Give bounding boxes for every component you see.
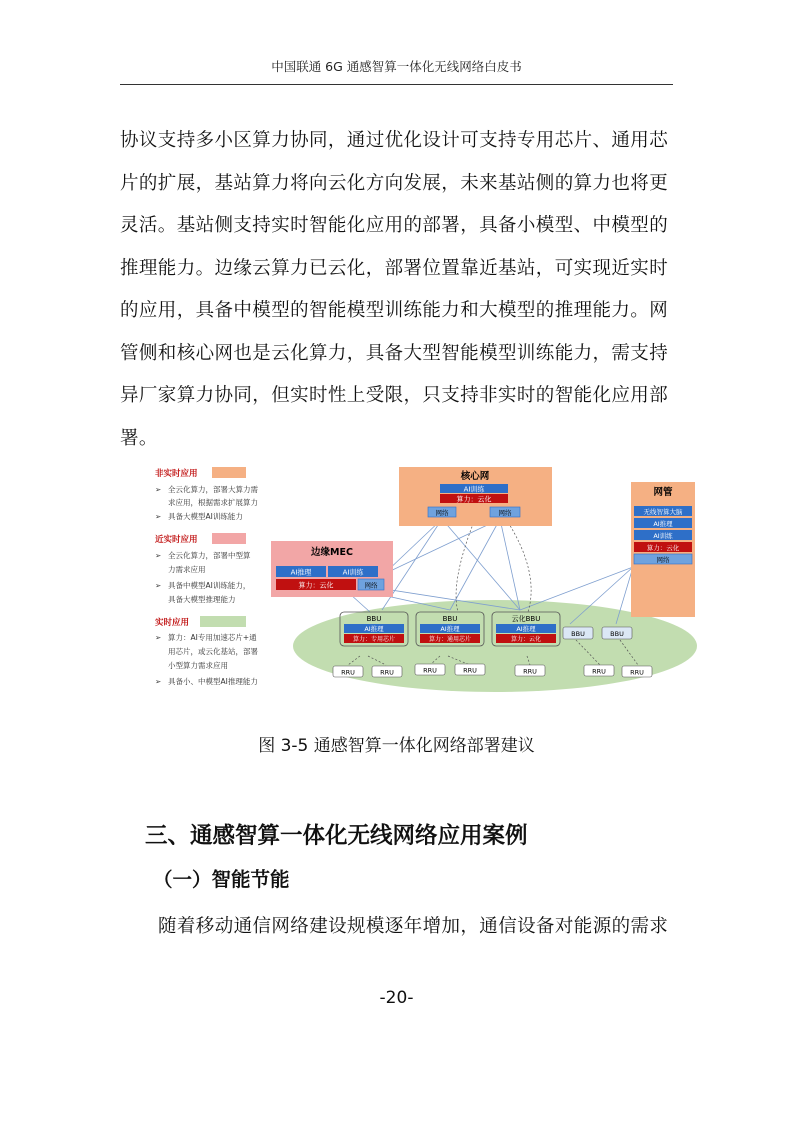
legend-bullet: 力需求应用 bbox=[168, 565, 206, 574]
bbu-title: 云化BBU bbox=[511, 615, 541, 623]
paragraph-line: 的应用，具备中模型的智能模型训练能力和大模型的推理能力。网 bbox=[120, 300, 669, 321]
rru-label: RRU bbox=[423, 666, 437, 675]
bbu-compute-label: 算力：专用芯片 bbox=[352, 636, 396, 643]
bbu-compute-label: 算力：云化 bbox=[510, 636, 542, 643]
paragraph-line: 灵活。基站侧支持实时智能化应用的部署，具备小模型、中模型的 bbox=[120, 215, 669, 236]
bbu-compute-label: 算力：通用芯片 bbox=[428, 636, 472, 643]
mec-compute-label: 算力：云化 bbox=[298, 581, 334, 590]
legend bbox=[155, 467, 258, 686]
legend-bullet: 小型算力需求应用 bbox=[168, 661, 228, 670]
rru-label: RRU bbox=[630, 668, 644, 677]
legend-nonrt-swatch bbox=[212, 467, 246, 478]
legend-nonrt-title: 非实时应用 bbox=[155, 469, 198, 479]
legend-bullet: 全云化算力，部署中型算 bbox=[168, 551, 251, 560]
legend-bullet: 算力：AI专用加速芯片+通 bbox=[168, 633, 257, 642]
page-header: 中国联通 6G 通感智算一体化无线网络白皮书 bbox=[271, 59, 522, 74]
next-paragraph: 随着移动通信网络建设规模逐年增加，通信设备对能源的需求 bbox=[158, 916, 669, 937]
mec-ai-train-label: AI训练 bbox=[342, 568, 364, 577]
figure-caption: 图 3-5 通感智算一体化网络部署建议 bbox=[258, 736, 535, 756]
rru-label: RRU bbox=[341, 668, 355, 677]
nms-item-label: 网络 bbox=[656, 556, 670, 564]
subsection-heading: （一）智能节能 bbox=[153, 868, 290, 891]
bullet-arrow-icon: ➢ bbox=[155, 677, 162, 686]
mec-ai-infer-label: AI推理 bbox=[290, 568, 312, 577]
page-number: -20- bbox=[379, 988, 414, 1008]
nms-item-label: 无线智算大脑 bbox=[643, 508, 683, 516]
bbu-ai-label: AI推理 bbox=[516, 625, 536, 633]
nms-item-label: 算力：云化 bbox=[646, 544, 680, 552]
bbu-title: BBU bbox=[442, 615, 458, 623]
legend-bullet: 具备大模型AI训练能力 bbox=[168, 512, 243, 521]
core-net-label: 网络 bbox=[498, 509, 512, 517]
deployment-diagram bbox=[150, 462, 710, 712]
bullet-arrow-icon: ➢ bbox=[155, 551, 162, 560]
legend-nearrt-title: 近实时应用 bbox=[155, 535, 198, 545]
core-compute-label: 算力：云化 bbox=[456, 495, 492, 504]
legend-bullet: 具备大模型推理能力 bbox=[168, 595, 236, 604]
legend-nearrt-swatch bbox=[212, 533, 246, 544]
nms-title: 网管 bbox=[653, 487, 673, 498]
legend-bullet: 全云化算力，部署大算力需 bbox=[168, 485, 258, 494]
legend-bullet: 求应用，根据需求扩展算力 bbox=[168, 498, 258, 507]
core-network-title: 核心网 bbox=[460, 471, 490, 482]
rru-label: RRU bbox=[380, 668, 394, 677]
paragraph-line: 署。 bbox=[120, 427, 158, 449]
paragraph-line: 异厂家算力协同，但实时性上受限，只支持非实时的智能化应用部 bbox=[120, 385, 669, 406]
bullet-arrow-icon: ➢ bbox=[155, 512, 162, 521]
mec-title: 边缘MEC bbox=[311, 547, 353, 558]
body-paragraph bbox=[120, 120, 680, 460]
bbu-ai-label: AI推理 bbox=[440, 625, 460, 633]
mec-net-label: 网络 bbox=[364, 581, 378, 590]
paragraph-line: 推理能力。边缘云算力已云化，部署位置靠近基站，可实现近实时 bbox=[120, 257, 669, 279]
core-net-label: 网络 bbox=[435, 509, 449, 517]
core-ai-train-label: AI训练 bbox=[463, 485, 485, 494]
bbu-plain-label: BBU bbox=[571, 630, 585, 638]
rru-label: RRU bbox=[592, 667, 606, 676]
bbu-plain-label: BBU bbox=[610, 630, 624, 638]
bbu-ai-label: AI推理 bbox=[364, 625, 384, 633]
paragraph-line: 管侧和核心网也是云化算力，具备大型智能模型训练能力，需支持 bbox=[120, 342, 669, 364]
legend-bullet: 具备小、中模型AI推理能力 bbox=[168, 677, 258, 686]
legend-rt-swatch bbox=[200, 616, 246, 627]
nms-item-label: AI训练 bbox=[653, 532, 673, 540]
section-heading: 三、通感智算一体化无线网络应用案例 bbox=[145, 823, 528, 849]
bullet-arrow-icon: ➢ bbox=[155, 633, 162, 642]
paragraph-line: 片的扩展，基站算力将向云化方向发展，未来基站侧的算力也将更 bbox=[120, 172, 669, 194]
rru-label: RRU bbox=[523, 667, 537, 676]
legend-bullet: 具备中模型AI训练能力， bbox=[168, 581, 251, 590]
bbu-title: BBU bbox=[366, 615, 382, 623]
legend-rt-title: 实时应用 bbox=[155, 618, 190, 628]
bullet-arrow-icon: ➢ bbox=[155, 485, 162, 494]
nms-item-label: AI推理 bbox=[653, 520, 673, 528]
header-divider bbox=[120, 84, 673, 85]
rru-label: RRU bbox=[463, 666, 477, 675]
paragraph-line: 协议支持多小区算力协同，通过优化设计可支持专用芯片、通用芯 bbox=[120, 130, 669, 151]
legend-bullet: 用芯片，或云化基站，部署 bbox=[168, 647, 258, 656]
bullet-arrow-icon: ➢ bbox=[155, 581, 162, 590]
